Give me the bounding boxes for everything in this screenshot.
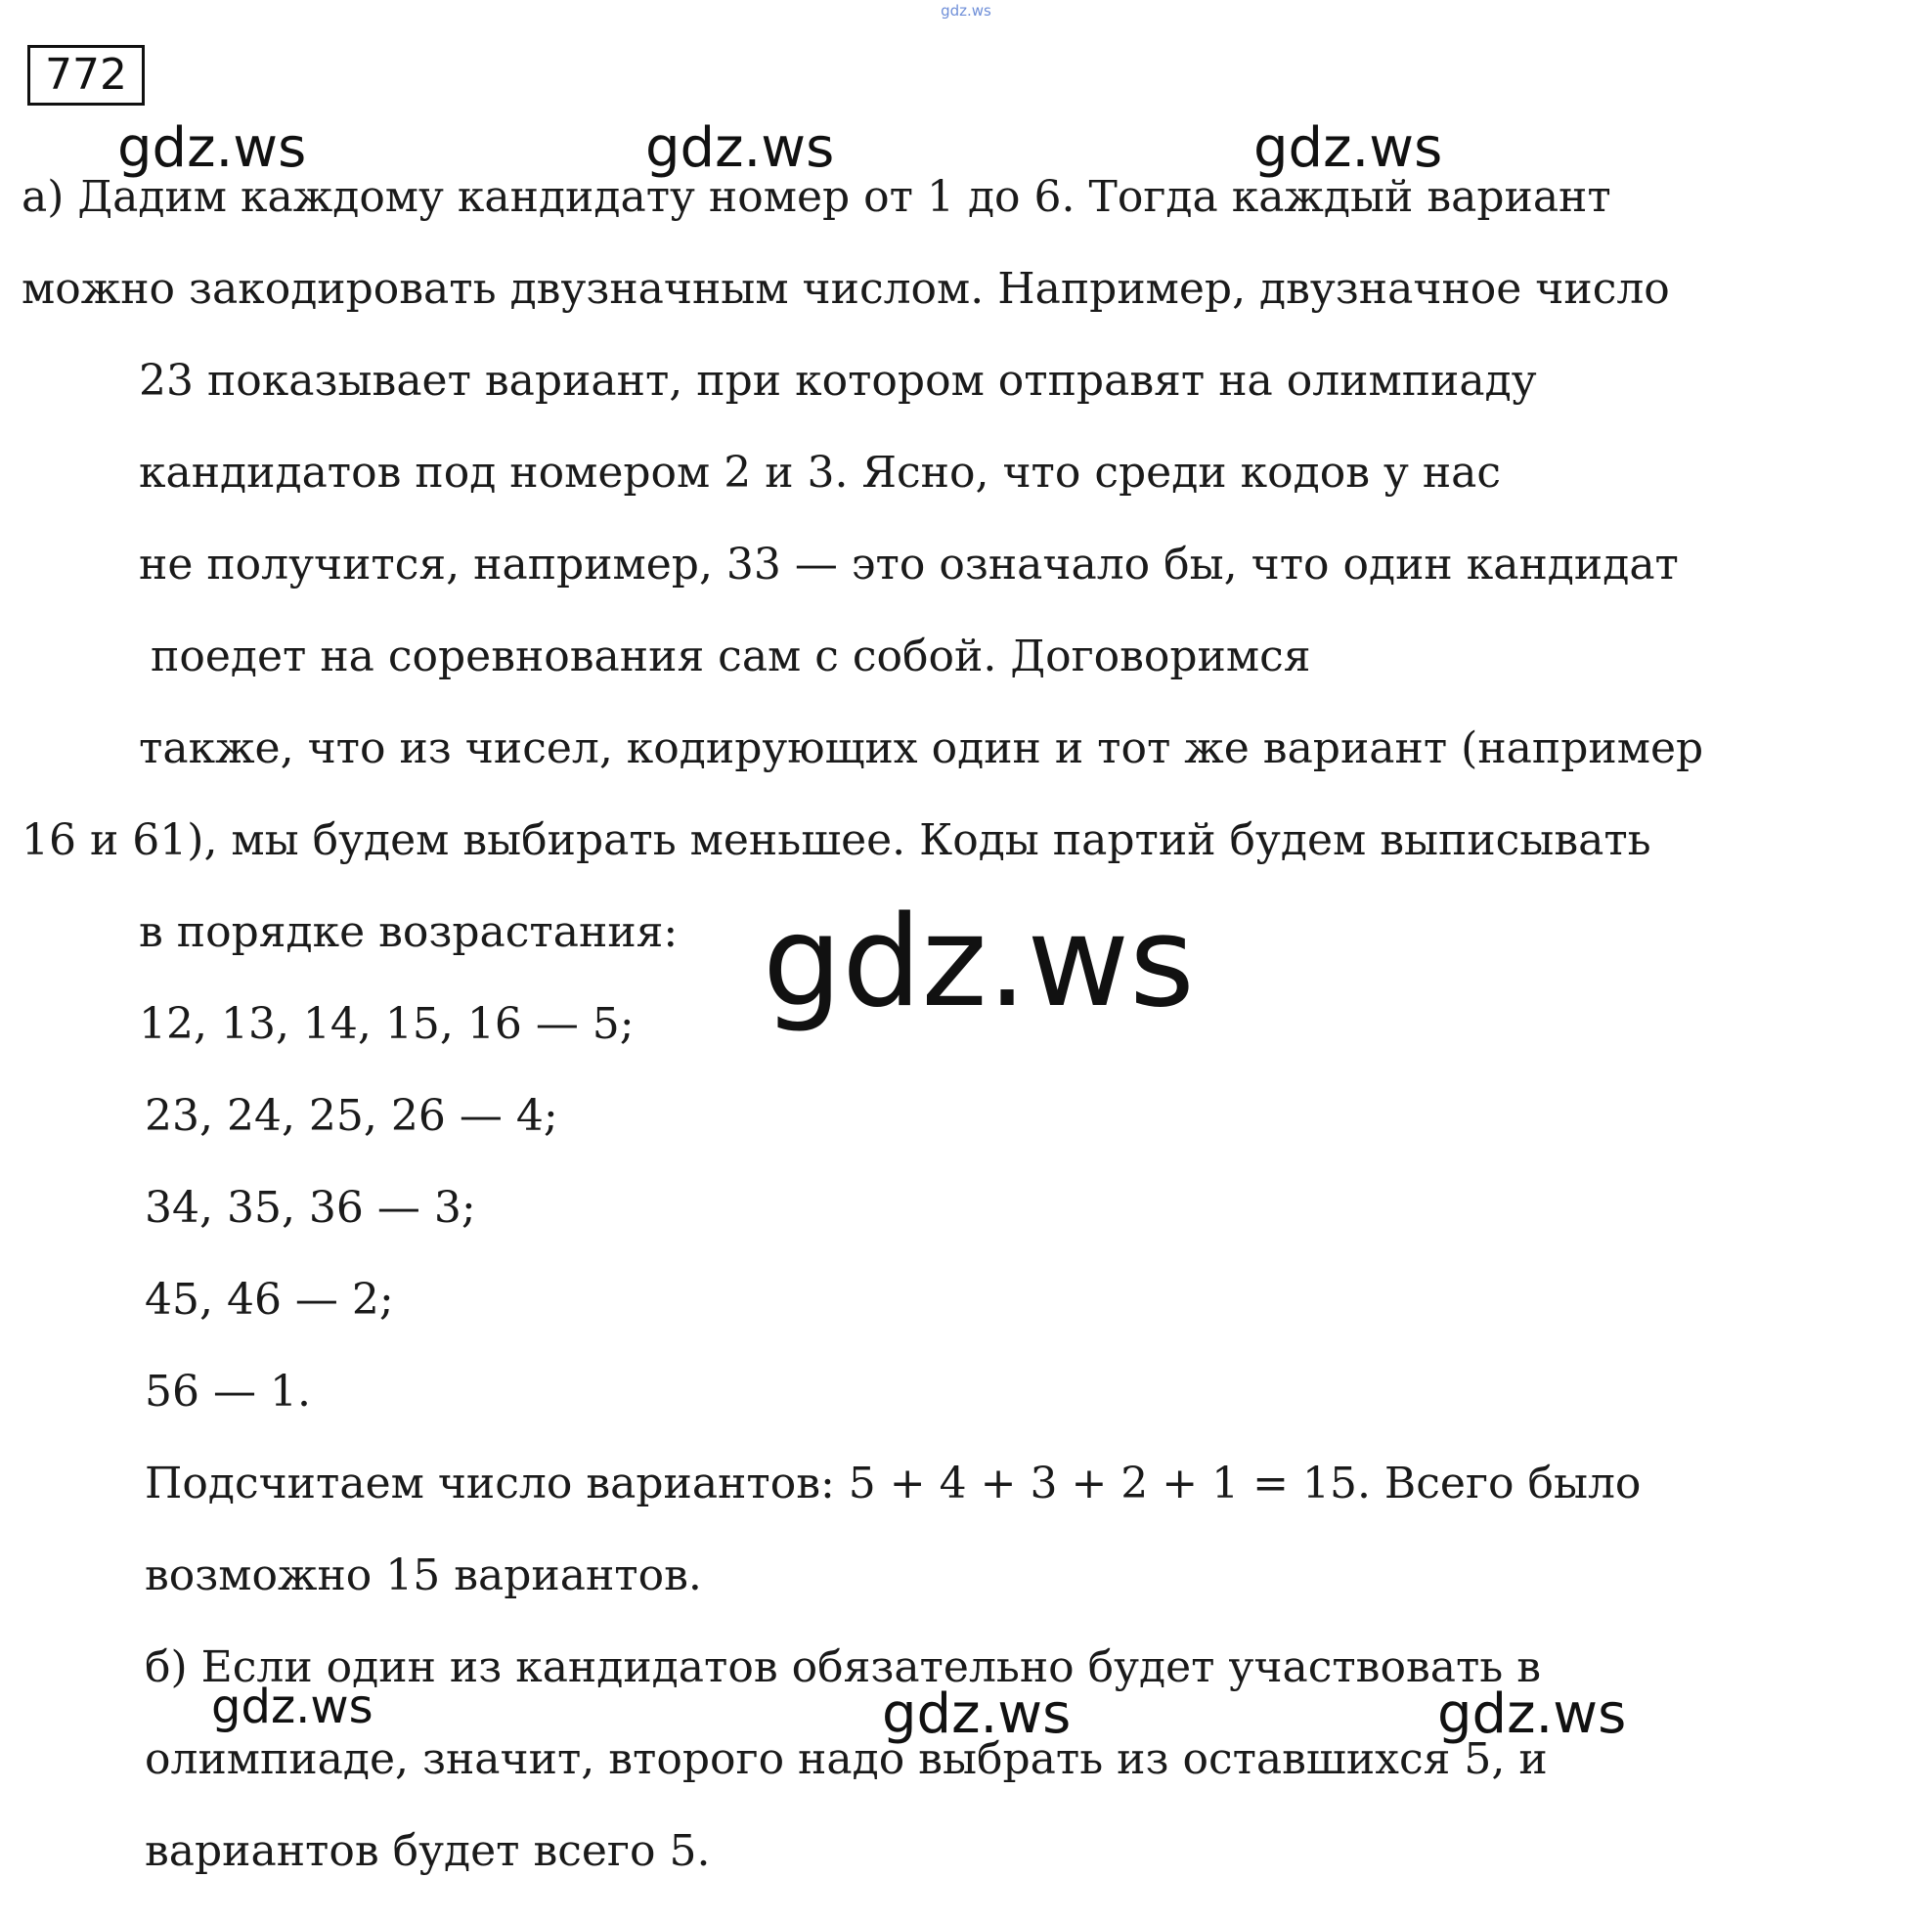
watermark-bottom-right: gdz.ws [1437,1682,1627,1746]
solution-line-3: 23 показывает вариант, при котором отправят на олимпиаду [139,356,1537,406]
problem-number: 772 [27,45,145,106]
solution-line-19: вариантов будет всего 5. [145,1826,711,1876]
watermark-top-right: gdz.ws [1253,116,1443,180]
solution-line-15: Подсчитаем число вариантов: 5 + 4 + 3 + 2 + 1 = 15. Всего было [145,1459,1642,1508]
solution-line-12: 34, 35, 36 — 3; [145,1183,476,1233]
solution-line-11: 23, 24, 25, 26 — 4; [145,1091,558,1141]
solution-line-9: в порядке возрастания: [139,907,679,957]
solution-line-2: можно закодировать двузначным числом. Например, двузначное число [22,264,1670,314]
solution-line-10: 12, 13, 14, 15, 16 — 5; [139,999,635,1049]
solution-line-17: б) Если один из кандидатов обязательно будет участвовать в [145,1642,1542,1692]
watermark-top-middle: gdz.ws [645,116,835,180]
solution-line-5: не получится, например, 33 — это означало бы, что один кандидат [139,540,1679,589]
solution-line-6: поедет на соревнования сам с собой. Договоримся [151,632,1311,681]
watermark-top-left: gdz.ws [117,116,307,180]
solution-line-13: 45, 46 — 2; [145,1275,394,1325]
solution-line-18: олимпиаде, значит, второго надо выбрать из оставшихся 5, и [145,1734,1548,1784]
solution-line-14: 56 — 1. [145,1367,311,1417]
watermark-center: gdz.ws [763,890,1195,1035]
solution-line-7: также, что из чисел, кодирующих один и тот же вариант (например [139,723,1704,773]
watermark-bottom-left: gdz.ws [211,1680,373,1734]
top-watermark: gdz.ws [941,2,991,20]
solution-line-8: 16 и 61), мы будем выбирать меньшее. Коды партий будем выписывать [22,815,1651,865]
solution-line-4: кандидатов под номером 2 и 3. Ясно, что среди кодов у нас [139,448,1502,498]
solution-line-1: а) Дадим каждому кандидату номер от 1 до 6. Тогда каждый вариант [22,172,1611,222]
watermark-bottom-middle: gdz.ws [882,1682,1072,1746]
solution-line-16: возможно 15 вариантов. [145,1550,702,1600]
